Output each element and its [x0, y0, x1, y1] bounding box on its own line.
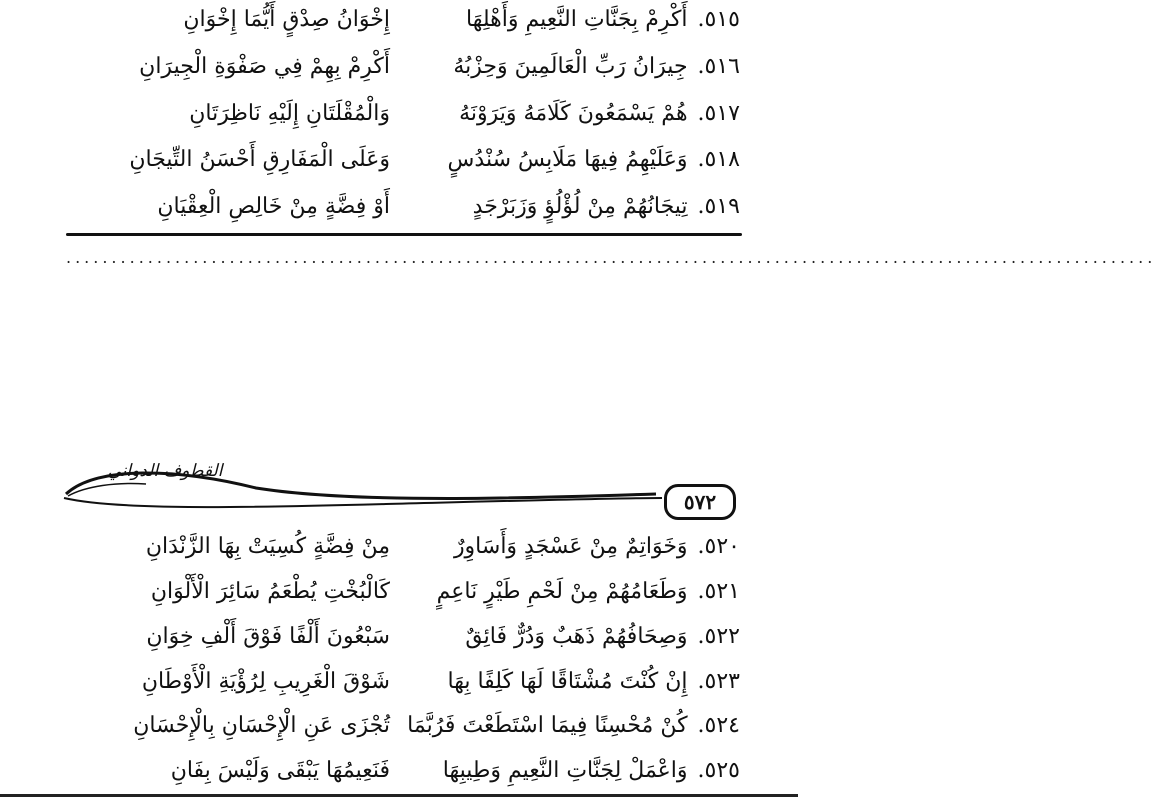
verse-row	[40, 617, 740, 657]
verse-number: ٥٢١.	[697, 579, 740, 604]
bottom-edge-line	[0, 794, 798, 797]
verse-row	[40, 527, 740, 567]
verse-number: ٥١٩.	[697, 194, 740, 219]
verse-row	[40, 706, 740, 746]
verse-second-hemistich: مِنْ فِضَّةٍ كُسِيَتْ بِهَا الزَّنْدَانِ	[145, 534, 390, 559]
dotted-separator: ........................................................................................................................	[66, 248, 1156, 267]
verse-row	[40, 572, 740, 612]
verse-number: ٥١٨.	[697, 147, 740, 172]
verse-row	[40, 47, 740, 87]
verse-second-hemistich: كَالْبُخْتِ يُطْعَمُ سَائِرَ الْأَلْوَانِ	[150, 579, 390, 604]
page-header	[56, 446, 746, 516]
verse-row	[40, 94, 740, 134]
book-title: القطوف الدواني	[107, 461, 223, 481]
verse-first-hemistich: أَكْرِمْ بِجَنَّاتِ النَّعِيمِ وَأَهْلِهَا	[466, 7, 688, 32]
verse-number: ٥٢٢.	[697, 624, 740, 649]
verse-row	[40, 0, 740, 40]
verse-first-hemistich: كُنْ مُحْسِنًا فِيمَا اسْتَطَعْتَ فَرُبَّمَا	[407, 713, 688, 738]
verse-first-hemistich: وَطَعَامُهُمْ مِنْ لَحْمِ طَيْرٍ نَاعِمٍ	[436, 579, 688, 604]
page-number: ٥٧٢	[664, 484, 736, 520]
verse-row	[40, 662, 740, 702]
verse-number: ٥٢٤.	[697, 713, 740, 738]
verse-row	[40, 187, 740, 227]
verse-number: ٥٢٠.	[697, 534, 740, 559]
verse-second-hemistich: وَعَلَى الْمَفَارِقِ أَحْسَنُ التِّيجَانِ	[129, 147, 390, 172]
verse-number: ٥٢٥.	[697, 758, 740, 783]
verse-first-hemistich: تِيجَانُهُمْ مِنْ لُؤْلُؤٍ وَزَبَرْجَدٍ	[472, 194, 688, 219]
verse-first-hemistich: هُمْ يَسْمَعُونَ كَلَامَهُ وَيَرَوْنَهُ	[459, 101, 688, 126]
upper-page	[0, 0, 1156, 395]
verse-first-hemistich: إِنْ كُنْتَ مُشْتَاقًا لَهَا كَلِفًا بِهَا	[447, 669, 688, 694]
verse-second-hemistich: أَوْ فِضَّةٍ مِنْ خَالِصِ الْعِقْيَانِ	[157, 194, 390, 219]
verse-second-hemistich: سَبْعُونَ أَلْفًا فَوْقَ أَلْفِ خِوَانِ	[146, 624, 390, 649]
verse-second-hemistich: فَنَعِيمُهَا يَبْقَى وَلَيْسَ بِفَانِ	[170, 758, 390, 783]
verse-number: ٥١٧.	[697, 101, 740, 126]
verse-second-hemistich: أَكْرِمْ بِهِمْ فِي صَفْوَةِ الْجِيرَانِ	[139, 54, 390, 79]
verse-second-hemistich: إِخْوَانُ صِدْقٍ أَيُّمَا إِخْوَانِ	[183, 7, 390, 32]
verse-second-hemistich: تُجْزَى عَنِ الْإِحْسَانِ بِالْإِحْسَانِ	[133, 713, 390, 738]
verse-row	[40, 751, 740, 791]
verse-row	[40, 140, 740, 180]
verse-first-hemistich: وَاعْمَلْ لِجَنَّاتِ النَّعِيمِ وَطِيبِهَا	[442, 758, 688, 783]
section-rule	[66, 233, 742, 236]
verse-first-hemistich: وَعَلَيْهِمُ فِيهَا مَلَابِسُ سُنْدُسٍ	[447, 147, 688, 172]
verse-first-hemistich: وَصِحَافُهُمْ ذَهَبٌ وَدُرٌّ فَائِقٌ	[465, 624, 688, 649]
verse-number: ٥٢٣.	[697, 669, 740, 694]
verse-number: ٥١٦.	[697, 54, 740, 79]
verse-first-hemistich: وَخَوَاتِمٌ مِنْ عَسْجَدٍ وَأَسَاوِرٌ	[453, 534, 688, 559]
verse-first-hemistich: جِيرَانُ رَبِّ الْعَالَمِينَ وَحِزْبُهُ	[453, 54, 688, 79]
verse-number: ٥١٥.	[697, 7, 740, 32]
verse-second-hemistich: شَوْقَ الْغَرِيبِ لِرُؤْيَةِ الْأَوْطَانِ	[141, 669, 390, 694]
verse-second-hemistich: وَالْمُقْلَتَانِ إِلَيْهِ نَاظِرَتَانِ	[189, 101, 390, 126]
